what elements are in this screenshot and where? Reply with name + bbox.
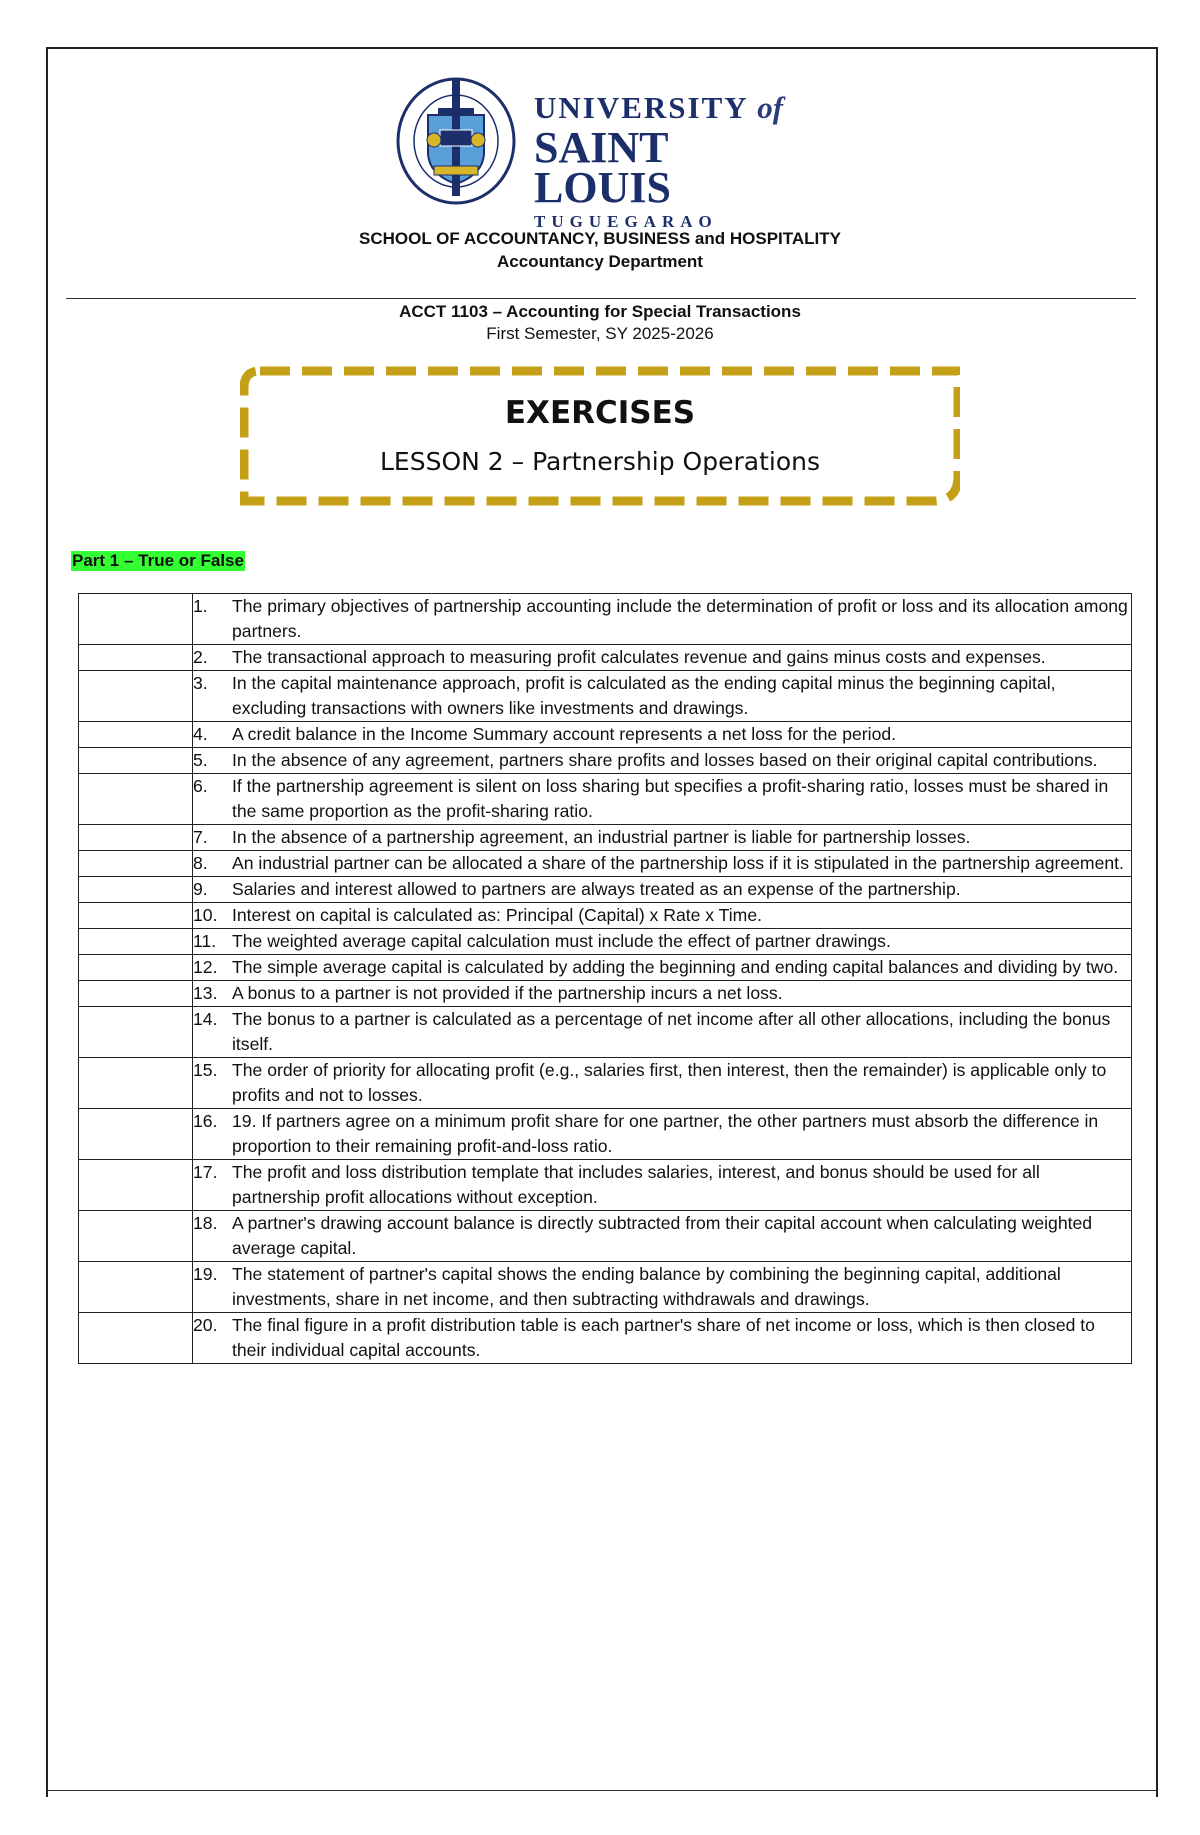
answer-cell[interactable] [79, 594, 193, 645]
table-row [79, 1262, 1132, 1313]
statement-cell [193, 825, 1132, 851]
semester: First Semester, SY 2025-2026 [486, 324, 714, 343]
statement-cell [193, 1160, 1132, 1211]
answer-cell[interactable] [79, 645, 193, 671]
table-row [79, 825, 1132, 851]
item-number: 15. [193, 1060, 218, 1080]
table-row [79, 1313, 1132, 1364]
answer-cell[interactable] [79, 748, 193, 774]
table-row [79, 851, 1132, 877]
item-text: A partner's drawing account balance is directly subtracted from their capital account when calculating weighted average capital. [232, 1213, 1093, 1258]
item-number: 7. [193, 827, 208, 847]
statement-cell [193, 929, 1132, 955]
item-text: 19. If partners agree on a minimum profit share for one partner, the other partners must absorb the difference in proportion to their remaining profit-and-loss ratio. [232, 1111, 1099, 1156]
university-logo [394, 70, 814, 231]
item-text: The transactional approach to measuring profit calculates revenue and gains minus costs and expenses. [232, 647, 1046, 667]
statement-cell [193, 955, 1132, 981]
statement-cell [193, 671, 1132, 722]
true-false-table [78, 593, 1132, 1364]
statement-cell [193, 1058, 1132, 1109]
item-text: If the partnership agreement is silent on loss sharing but specifies a profit-sharing ratio, losses must be shared in the same proportion as the profit-sharing ratio. [232, 776, 1109, 821]
item-text: The statement of partner's capital shows the ending balance by combining the beginning capital, additional investments, share in net income, and then subtracting withdrawals and drawings. [232, 1264, 1061, 1309]
wordmark-saint-louis: SAINT LOUIS [534, 123, 671, 212]
table-row [79, 981, 1132, 1007]
item-number: 17. [193, 1162, 218, 1182]
item-number: 12. [193, 957, 218, 977]
answer-cell[interactable] [79, 981, 193, 1007]
statement-cell [193, 1313, 1132, 1364]
statement-cell [193, 1109, 1132, 1160]
table-row [79, 1211, 1132, 1262]
item-text: The order of priority for allocating profit (e.g., salaries first, then interest, then the remainder) is applicable only to profits and not to losses. [232, 1060, 1107, 1105]
table-row [79, 748, 1132, 774]
statement-cell [193, 774, 1132, 825]
table-row [79, 671, 1132, 722]
table-row [79, 1160, 1132, 1211]
item-text: Salaries and interest allowed to partners are always treated as an expense of the partnership. [232, 879, 961, 899]
answer-cell[interactable] [79, 1313, 193, 1364]
item-text: The final figure in a profit distribution table is each partner's share of net income or loss, which is then closed to their individual capital accounts. [232, 1315, 1095, 1360]
statement-cell [193, 851, 1132, 877]
item-text: The bonus to a partner is calculated as a percentage of net income after all other allocations, including the bonus itself. [232, 1009, 1111, 1054]
table-row [79, 722, 1132, 748]
answer-cell[interactable] [79, 1211, 193, 1262]
answer-cell[interactable] [79, 774, 193, 825]
item-text: A credit balance in the Income Summary account represents a net loss for the period. [232, 724, 897, 744]
answer-cell[interactable] [79, 1160, 193, 1211]
course-title: ACCT 1103 – Accounting for Special Transactions [399, 302, 801, 321]
statement-cell [193, 748, 1132, 774]
item-number: 11. [193, 931, 217, 951]
statement-cell [193, 903, 1132, 929]
table-row [79, 1007, 1132, 1058]
item-number: 10. [193, 905, 218, 925]
university-wordmark [534, 90, 814, 232]
item-number: 2. [193, 647, 208, 667]
wordmark-of: of [757, 90, 784, 125]
statement-cell [193, 981, 1132, 1007]
wordmark-tuguegarao: TUGUEGARAO [534, 212, 718, 231]
item-text: In the absence of a partnership agreement, an industrial partner is liable for partnership losses. [232, 827, 971, 847]
statement-cell [193, 645, 1132, 671]
item-text: In the capital maintenance approach, profit is calculated as the ending capital minus the beginning capital, excluding transactions with owners like investments and drawings. [232, 673, 1056, 718]
table-row [79, 774, 1132, 825]
answer-cell[interactable] [79, 671, 193, 722]
item-number: 9. [193, 879, 208, 899]
statement-cell [193, 877, 1132, 903]
statement-cell [193, 1007, 1132, 1058]
item-text: An industrial partner can be allocated a share of the partnership loss if it is stipulated in the partnership agreement. [232, 853, 1124, 873]
header-divider [66, 298, 1136, 299]
item-number: 1. [193, 596, 208, 616]
exercises-title: EXERCISES [504, 395, 696, 431]
answer-cell[interactable] [79, 955, 193, 981]
answer-cell[interactable] [79, 851, 193, 877]
item-text: The simple average capital is calculated by adding the beginning and ending capital balances and dividing by two. [232, 957, 1119, 977]
statement-cell [193, 1262, 1132, 1313]
item-text: A bonus to a partner is not provided if the partnership incurs a net loss. [232, 983, 783, 1003]
answer-cell[interactable] [79, 929, 193, 955]
table-row [79, 877, 1132, 903]
exercises-banner-frame [240, 366, 960, 506]
item-number: 19. [193, 1264, 218, 1284]
answer-cell[interactable] [79, 877, 193, 903]
item-number: 4. [193, 724, 208, 744]
statement-cell [193, 594, 1132, 645]
lesson-subtitle: LESSON 2 – Partnership Operations [379, 447, 820, 476]
table-row [79, 955, 1132, 981]
item-number: 3. [193, 673, 208, 693]
answer-cell[interactable] [79, 1058, 193, 1109]
item-number: 18. [193, 1213, 218, 1233]
answer-cell[interactable] [79, 1109, 193, 1160]
statement-cell [193, 1211, 1132, 1262]
table-row [79, 1058, 1132, 1109]
answer-cell[interactable] [79, 1007, 193, 1058]
item-number: 13. [193, 983, 218, 1003]
table-row [79, 645, 1132, 671]
answer-cell[interactable] [79, 722, 193, 748]
item-text: Interest on capital is calculated as: Principal (Capital) x Rate x Time. [232, 905, 762, 925]
table-row [79, 903, 1132, 929]
statement-cell [193, 722, 1132, 748]
wordmark-university: UNIVERSITY [534, 90, 748, 125]
item-text: In the absence of any agreement, partners share profits and losses based on their original capital contributions. [232, 750, 1098, 770]
item-number: 14. [193, 1009, 218, 1029]
answer-cell[interactable] [79, 903, 193, 929]
university-seal [394, 70, 518, 212]
item-number: 5. [193, 750, 208, 770]
answer-cell[interactable] [79, 825, 193, 851]
item-text: The profit and loss distribution template that includes salaries, interest, and bonus should be used for all partnership profit allocations without exception. [232, 1162, 1040, 1207]
department-name: Accountancy Department [497, 252, 703, 271]
item-number: 16. [193, 1111, 218, 1131]
item-number: 20. [193, 1315, 218, 1335]
bottom-rule [46, 1790, 1157, 1791]
school-name: SCHOOL OF ACCOUNTANCY, BUSINESS and HOSPITALITY [358, 229, 841, 248]
item-number: 8. [193, 853, 208, 873]
table-row [79, 929, 1132, 955]
item-number: 6. [193, 776, 208, 796]
part1-title: Part 1 – True or False [72, 551, 244, 570]
table-row [79, 594, 1132, 645]
item-text: The weighted average capital calculation must include the effect of partner drawings. [232, 931, 891, 951]
answer-cell[interactable] [79, 1262, 193, 1313]
table-row [79, 1109, 1132, 1160]
item-text: The primary objectives of partnership accounting include the determination of profit or loss and its allocation among partners. [232, 596, 1128, 641]
